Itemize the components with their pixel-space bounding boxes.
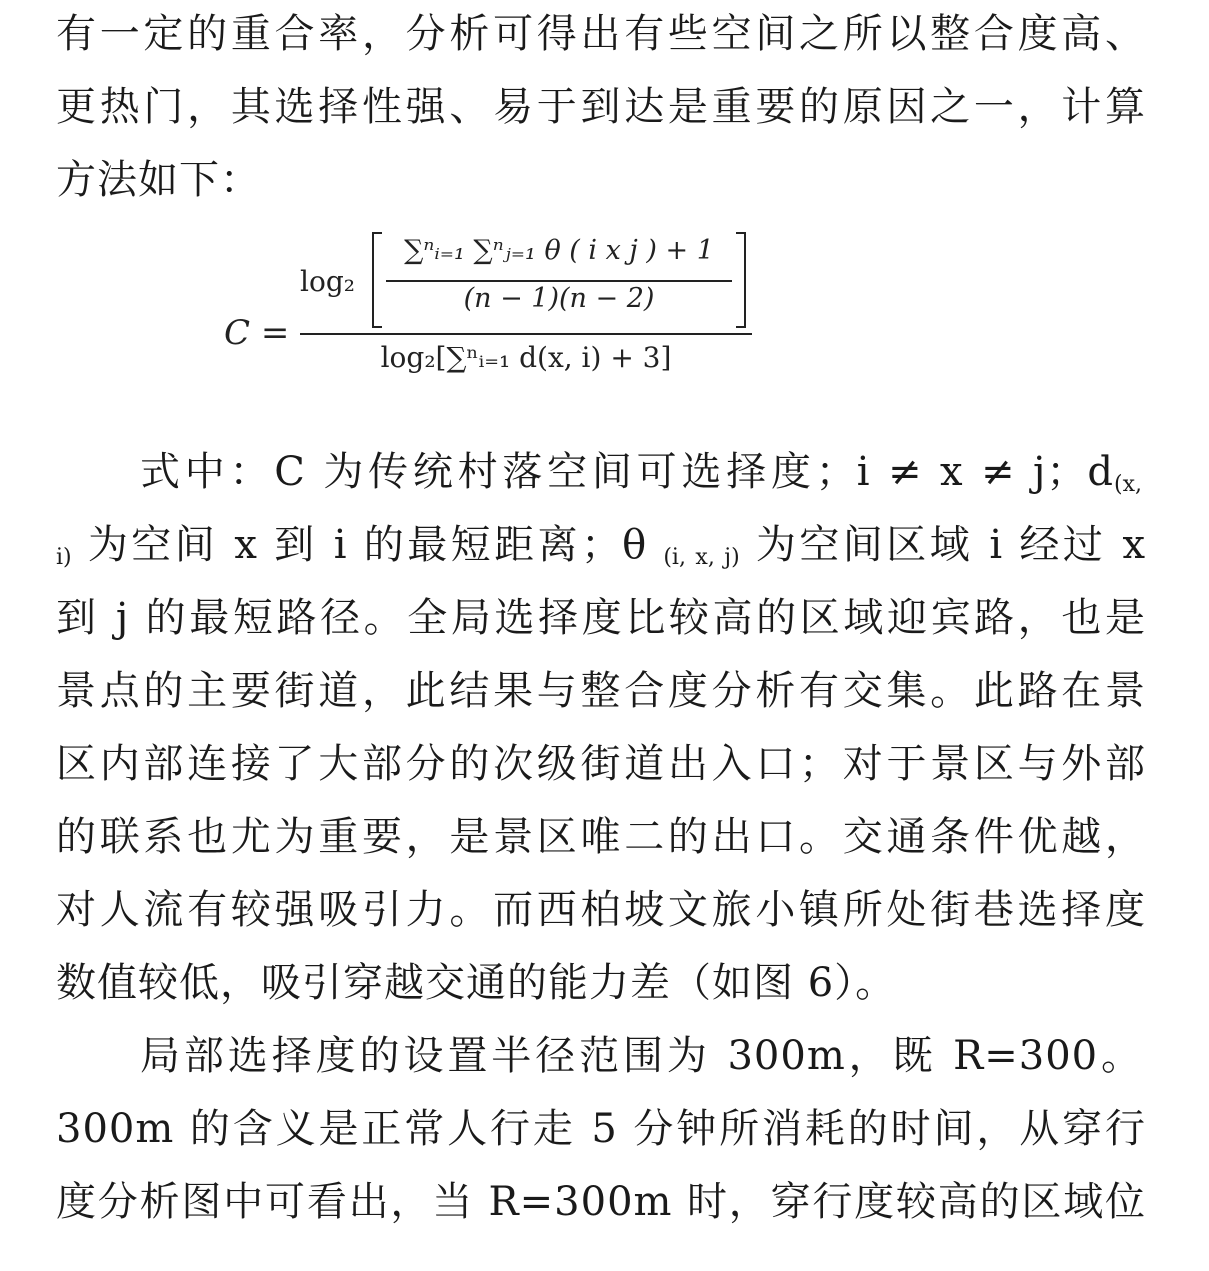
paragraph-line <box>140 448 1142 496</box>
formula-right-bracket <box>736 232 746 328</box>
formula-denominator: log₂[∑ⁿᵢ₌₁ d(x, i) + 3] <box>380 341 672 374</box>
text-run: 式中：C 为传统村落空间可选择度；i ≠ x ≠ j；d <box>140 449 1115 495</box>
paragraph-line: 到 j 的最短路径。全局选择度比较高的区域迎宾路，也是 <box>56 595 1146 641</box>
paragraph-line: 对人流有较强吸引力。而西柏坡文旅小镇所处街巷选择度 <box>56 887 1146 933</box>
paragraph-line: 数值较低，吸引穿越交通的能力差（如图 6）。 <box>56 960 897 1006</box>
paragraph-line: 300m 的含义是正常人行走 5 分钟所消耗的时间，从穿行 <box>56 1106 1146 1152</box>
text-run: 为空间区域 i 经过 x <box>755 522 1147 568</box>
paragraph-line: 度分析图中可看出，当 R=300m 时，穿行度较高的区域位 <box>56 1179 1146 1225</box>
formula-inner-denominator: (n − 1)(n − 2) <box>463 283 655 314</box>
choice-formula <box>220 228 760 388</box>
paragraph-line: 的联系也尤为重要，是景区唯二的出口。交通条件优越， <box>56 814 1146 860</box>
paragraph-line <box>56 521 1146 569</box>
subscript: (x, <box>1114 472 1142 497</box>
formula-lhs: C = <box>224 313 290 353</box>
formula-inner-numerator: ∑ⁿᵢ₌₁ ∑ⁿⱼ₌₁ θ ( i x j ) + 1 <box>404 235 714 266</box>
text-run: 为空间 x 到 i 的最短距离；θ <box>87 522 648 568</box>
paragraph-line: 区内部连接了大部分的次级街道出入口；对于景区与外部 <box>56 741 1146 787</box>
formula-left-bracket <box>372 232 382 328</box>
subscript: (i, x, j) <box>663 545 740 570</box>
paragraph-line: 有一定的重合率，分析可得出有些空间之所以整合度高、 <box>56 11 1146 57</box>
subscript: i) <box>56 545 72 570</box>
paragraph-line: 局部选择度的设置半径范围为 300m，既 R=300。 <box>140 1033 1142 1079</box>
paragraph-line: 景点的主要街道，此结果与整合度分析有交集。此路在景 <box>56 668 1146 714</box>
paragraph-line: 更热门，其选择性强、易于到达是重要的原因之一，计算 <box>56 84 1146 130</box>
formula-main-fraction-bar <box>300 333 752 335</box>
formula-numerator-log: log₂ <box>300 265 355 298</box>
paragraph-line: 方法如下： <box>56 157 261 203</box>
